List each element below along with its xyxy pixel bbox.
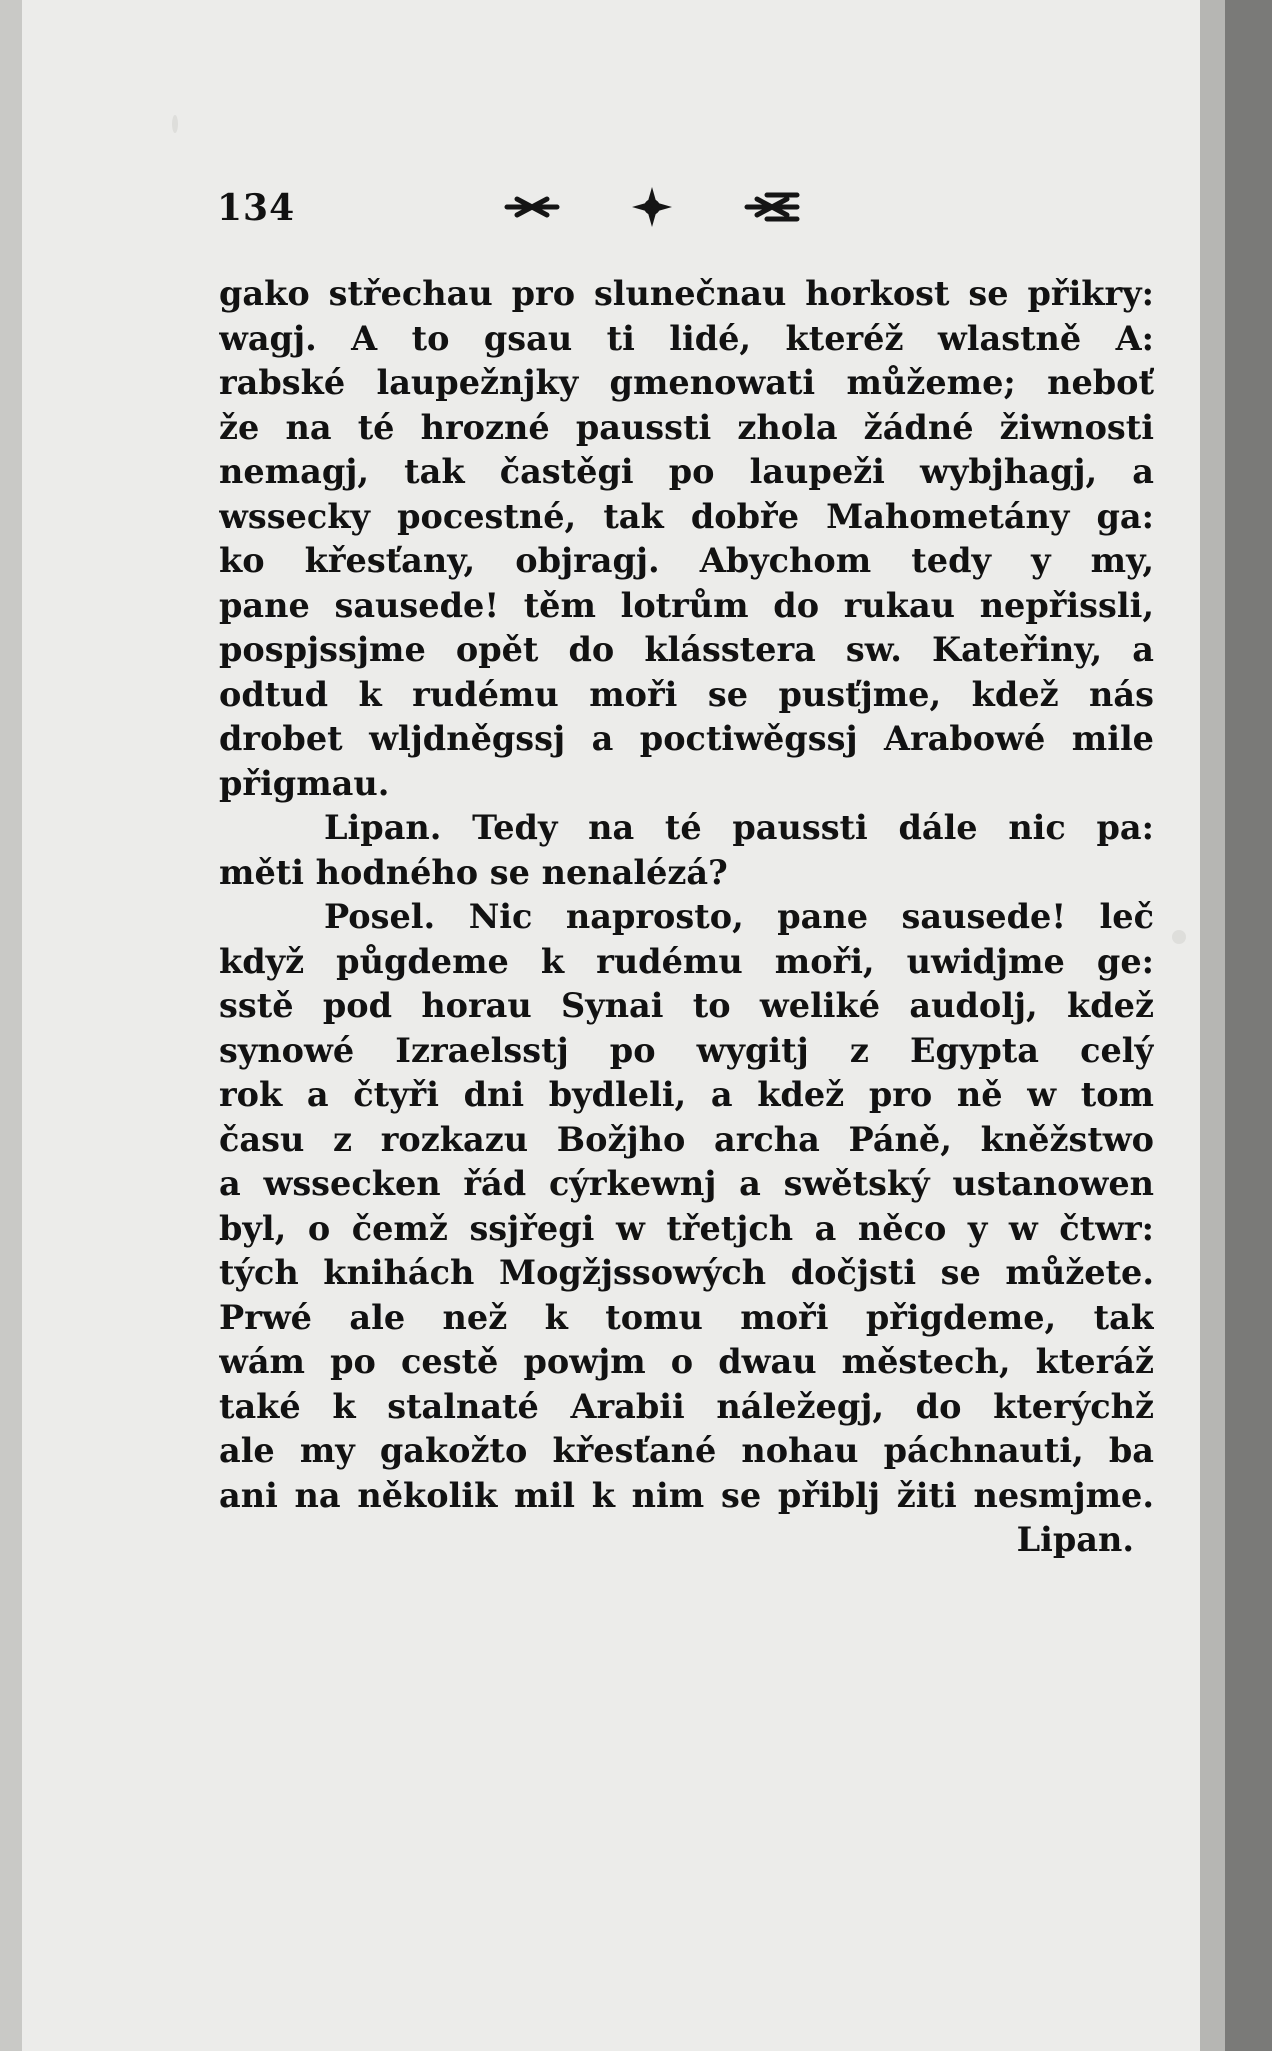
page-gutter: [1200, 0, 1225, 2051]
text-line: drobet wljdněgssj a poctiwěgssj Arabowé mile: [219, 719, 1154, 758]
text-line: synowé Izraelsstj po wygitj z Egypta celý: [219, 1030, 1154, 1070]
speaker-line-posel: Posel. Nic naprosto, pane sausede! leč: [324, 897, 1154, 936]
text-line: wagj. A to gsau ti lidé, kteréž wlastně A:: [219, 318, 1154, 358]
catchword: Lipan.: [1016, 1520, 1134, 1559]
text-line: že na té hrozné paussti zhola žádné žiwnosti: [219, 407, 1154, 447]
body-text: [219, 272, 1154, 1563]
text-line: když půgdeme k rudému moři, uwidjme ge:: [219, 941, 1154, 981]
text-line: tých knihách Mogžjssowých dočjsti se můžete.: [219, 1253, 1154, 1292]
text-line: času z rozkazu Božjho archa Páně, kněžstwo: [219, 1119, 1154, 1159]
text-line: ko křesťany, objragj. Abychom tedy y my,: [219, 541, 1154, 580]
text-line: byl, o čemž ssjřegi w třetjch a něco y w čtwr:: [219, 1208, 1154, 1248]
text-line: měti hodného se nenalézá?: [219, 852, 728, 892]
text-line: wssecky pocestné, tak dobře Mahometány ga:: [219, 496, 1154, 536]
text-line: rabské laupežnjky gmenowati můžeme; neboť: [219, 363, 1154, 402]
text-line: sstě pod horau Synai to weliké audolj, kdež: [219, 986, 1154, 1025]
text-line: a wssecken řád cýrkewnj a swětský ustanowen: [219, 1164, 1154, 1203]
text-line: odtud k rudému moři se pusťjme, kdež nás: [219, 674, 1154, 714]
page-header: [217, 185, 1157, 245]
text-line: pane sausede! těm lotrům do rukau nepřissli,: [219, 585, 1154, 625]
text-line: wám po cestě powjm o dwau městech, kteráž: [219, 1342, 1154, 1381]
text-line: nemagj, tak častěgi po laupeži wybjhagj, a: [219, 452, 1154, 491]
page-number: 134: [217, 187, 296, 229]
scan-right-edge: [1225, 0, 1272, 2051]
speaker-line-lipan: Lipan. Tedy na té paussti dále nic pa:: [324, 808, 1154, 847]
text-line: pospjssjme opět do klásstera sw. Kateřiny, a: [219, 630, 1154, 669]
text-line: přigmau.: [219, 763, 390, 803]
scan-left-edge: [0, 0, 22, 2051]
paper-spot: [1172, 930, 1186, 944]
paper-spot: [172, 115, 178, 133]
text-line: gako střechau pro slunečnau horkost se přikry:: [219, 274, 1154, 313]
text-line: také k stalnaté Arabii náležegj, do kterýchž: [219, 1386, 1154, 1426]
book-page: [22, 0, 1200, 2051]
text-line: Prwé ale než k tomu moři přigdeme, tak: [219, 1297, 1154, 1337]
text-line: ale my gakožto křesťané nohau páchnauti, ba: [219, 1431, 1154, 1470]
text-line: ani na několik mil k nim se přiblj žiti nesmjme.: [219, 1475, 1154, 1515]
text-line: rok a čtyři dni bydleli, a kdež pro ně w tom: [219, 1075, 1154, 1114]
decorative-header-ornament-icon: [497, 185, 807, 235]
